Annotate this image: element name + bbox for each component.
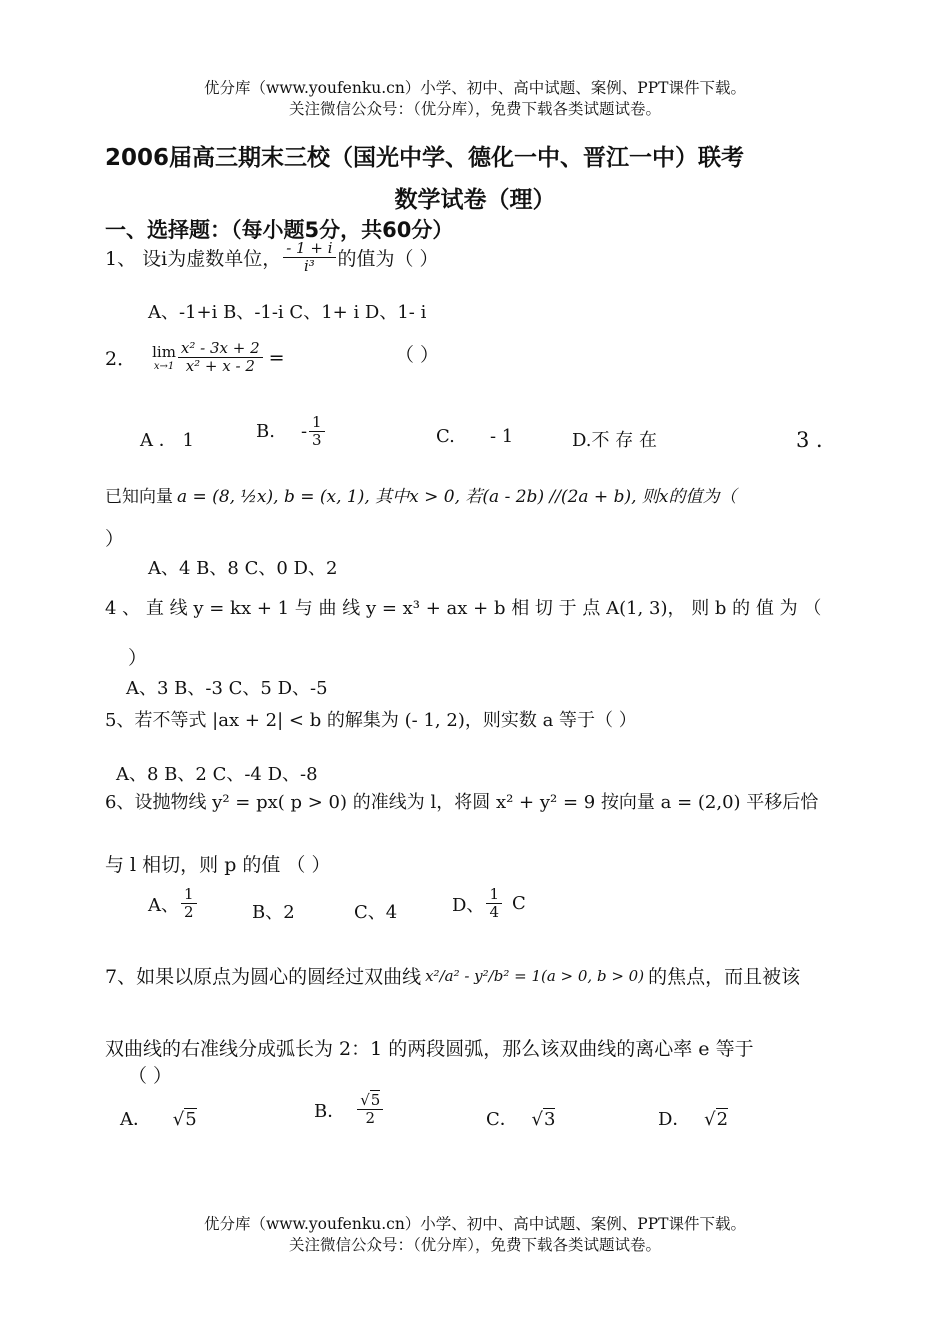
q6-option-d-num: 1 bbox=[486, 886, 502, 904]
q6-option-b: B、2 bbox=[252, 902, 295, 923]
q1-frac-den: i³ bbox=[303, 257, 315, 276]
footer-line-2: 关注微信公众号：（优分库），免费下载各类试题试卷。 bbox=[288, 1236, 661, 1254]
q7-line-2: 双曲线的右准线分成弧长为 2：1 的两段圆弧，那么该双曲线的离心率 e 等于 bbox=[105, 1038, 754, 1060]
q2-fraction bbox=[178, 340, 263, 376]
q6-line-2: 与 l 相切，则 p 的值 （ ） bbox=[105, 854, 331, 876]
exam-title-line-1: 2006届高三期末三校（国光中学、德化一中、晋江一中）联考 bbox=[105, 145, 745, 171]
q7-option-c bbox=[486, 1105, 555, 1131]
q3-expression: a = (8, ½x), b = (x, 1), 其中x > 0, 若(a - 2b) //(2a + b), 则x的值为（ bbox=[177, 487, 737, 507]
q6-option-d-den: 4 bbox=[489, 903, 499, 922]
q2-frac-den: x² + x - 2 bbox=[185, 357, 255, 376]
q6-option-d-frac bbox=[486, 886, 502, 922]
q7-option-b-frac bbox=[357, 1092, 383, 1128]
q7-option-a-value: 5 bbox=[185, 1109, 197, 1130]
q2-frac-num: x² - 3x + 2 bbox=[178, 340, 263, 358]
q6-option-a bbox=[148, 886, 199, 922]
question-4: 4 、 直 线 y = kx + 1 与 曲 线 y = x³ + ax + b 相 切 于 点 A(1, 3)， 则 b 的 值 为 （ bbox=[105, 598, 822, 619]
question-3 bbox=[105, 482, 736, 507]
q6-option-a-num: 1 bbox=[181, 886, 197, 904]
q2-paren: （ ） bbox=[395, 344, 440, 366]
q6-option-c: C、4 bbox=[354, 902, 398, 923]
q7-option-a bbox=[120, 1105, 197, 1131]
question-2 bbox=[105, 340, 285, 376]
q2-option-b bbox=[256, 414, 327, 450]
q7-option-c-root: √3 bbox=[531, 1109, 556, 1130]
q2-option-b-num: 1 bbox=[309, 414, 325, 432]
header-line-2: 关注微信公众号：（优分库），免费下载各类试题试卷。 bbox=[288, 100, 661, 118]
q1-options: A、-1+i B、-1-i C、1+ i D、1- i bbox=[148, 302, 427, 323]
q7-text-b: 的焦点，而且被该 bbox=[648, 966, 801, 988]
q6-option-a-label: A、 bbox=[148, 894, 179, 916]
q2-option-d: D.不 存 在 bbox=[572, 430, 657, 451]
q2-option-b-label: B. bbox=[256, 421, 275, 443]
q2-lim-sub: x→1 bbox=[153, 361, 175, 373]
footer-line-1: 优分库（www.youfenku.cn）小学、初中、高中试题、案例、PPT课件下载。 bbox=[203, 1215, 747, 1233]
question-1 bbox=[105, 240, 439, 276]
question-7 bbox=[105, 962, 800, 989]
q2-option-c-value: - 1 bbox=[490, 426, 514, 447]
q7-option-d-root: √2 bbox=[704, 1109, 729, 1130]
q2-option-b-frac bbox=[309, 414, 325, 450]
q6-answer-mark: C bbox=[511, 893, 526, 915]
q7-option-c-value: 3 bbox=[544, 1109, 556, 1130]
q3-options: A、4 B、8 C、0 D、2 bbox=[148, 558, 338, 579]
q3-close-paren: ） bbox=[105, 528, 125, 550]
q7-hyperbola: x²/a² - y²/b² = 1(a > 0, b > 0) bbox=[425, 966, 645, 985]
q2-lim: lim bbox=[152, 343, 176, 362]
q7-option-a-label: A． bbox=[120, 1109, 151, 1130]
q7-option-d-value: 2 bbox=[716, 1109, 729, 1130]
q4-options: A、3 B、-3 C、5 D、-5 bbox=[126, 678, 328, 699]
q7-option-b-num: 5 bbox=[370, 1091, 381, 1109]
q4-close-paren: ） bbox=[128, 647, 148, 669]
q3-pre: 已知向量 bbox=[105, 487, 173, 507]
q3-number: 3 ． bbox=[796, 428, 838, 452]
q7-option-b-label: B． bbox=[314, 1100, 346, 1122]
q6-option-d-label: D、 bbox=[452, 894, 485, 916]
q7-option-b-den: 2 bbox=[365, 1109, 376, 1128]
header-line-1: 优分库（www.youfenku.cn）小学、初中、高中试题、案例、PPT课件下载。 bbox=[203, 79, 747, 97]
q6-option-a-frac bbox=[181, 886, 197, 922]
q7-paren: （ ） bbox=[128, 1065, 173, 1087]
q2-option-b-sign: - bbox=[300, 421, 308, 443]
question-5: 5、若不等式 |ax + 2| < b 的解集为 (- 1, 2)，则实数 a 等于（ ） bbox=[105, 710, 637, 731]
q7-option-b bbox=[314, 1092, 385, 1128]
q2-option-b-den: 3 bbox=[312, 431, 322, 450]
q5-options: A、8 B、2 C、-4 D、-8 bbox=[116, 764, 318, 785]
q7-option-a-root: √5 bbox=[172, 1109, 197, 1130]
q1-text: 1、 设i为虚数单位， bbox=[105, 248, 282, 271]
q2-equals: = bbox=[268, 346, 285, 369]
q2-limit bbox=[152, 343, 176, 372]
exam-title-line-2: 数学试卷（理） bbox=[394, 187, 556, 213]
q2-option-a: A ． 1 bbox=[140, 430, 194, 451]
q1-frac-num: - 1 + i bbox=[283, 240, 335, 258]
q7-option-b-num-wrap: √5 bbox=[357, 1092, 383, 1110]
section-heading: 一、选择题：（每小题5分，共60分） bbox=[105, 218, 454, 242]
q6-option-a-den: 2 bbox=[184, 903, 194, 922]
q1-text-tail: 的值为（ ） bbox=[337, 248, 439, 271]
question-6: 6、设抛物线 y² = px( p > 0) 的准线为 l，将圆 x² + y² = 9 按向量 a = (2,0) 平移后恰 bbox=[105, 792, 819, 813]
q7-option-c-label: C． bbox=[486, 1109, 518, 1130]
q2-number: 2． bbox=[105, 348, 137, 371]
q1-fraction bbox=[283, 240, 335, 276]
q6-option-d bbox=[452, 886, 526, 922]
q7-option-d bbox=[658, 1105, 728, 1131]
q2-option-c: C. bbox=[436, 426, 455, 447]
q7-option-d-label: D． bbox=[658, 1109, 691, 1130]
q7-text-a: 7、如果以原点为圆心的圆经过双曲线 bbox=[105, 966, 422, 988]
